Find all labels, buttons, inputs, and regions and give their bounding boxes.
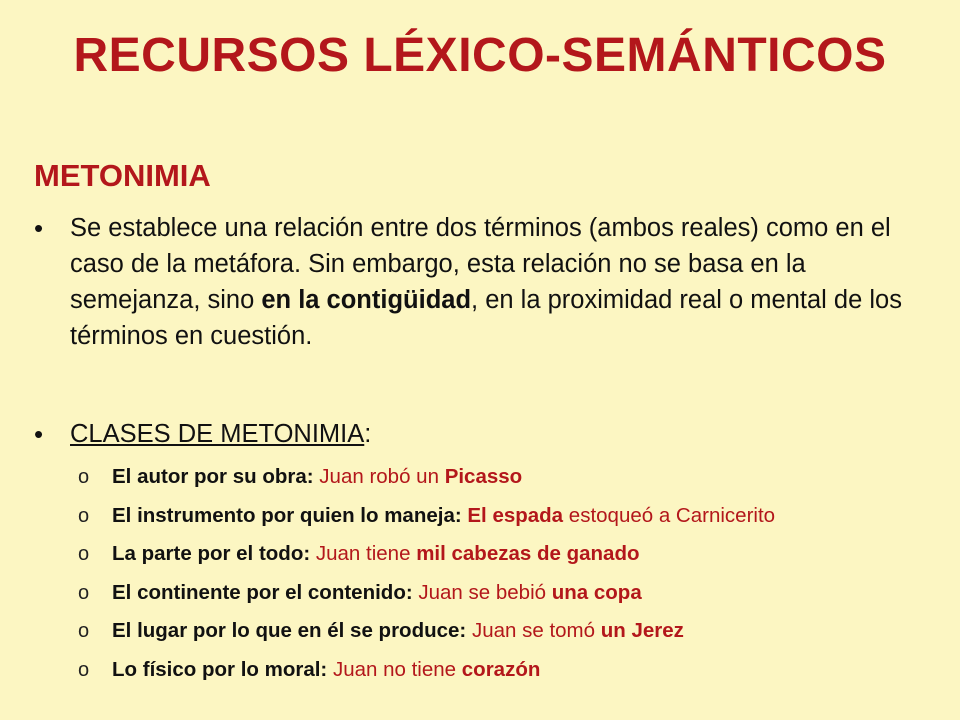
example-text: Juan se tomó [466, 619, 601, 643]
list-item [78, 574, 958, 613]
circle-bullet-icon: o [78, 620, 90, 643]
example-text: Juan robó un [313, 465, 445, 489]
definition-text: Se establece una relación entre dos términos (ambos reales) como en el caso de la metáfora. Sin embargo, esta relación no se basa en la semejanza, sino [70, 214, 891, 314]
metonymy-classes-list [78, 458, 958, 689]
definition-emphasis: en la contigüidad [261, 286, 472, 314]
list-item [78, 497, 958, 536]
classes-heading-colon: : [364, 420, 372, 448]
class-label: El autor por su obra: [112, 465, 314, 489]
bullet-icon: • [34, 419, 44, 449]
example-highlight: Picasso [444, 465, 523, 489]
classes-heading-text: CLASES DE METONIMIA [70, 420, 365, 448]
example-highlight: un Jerez [600, 619, 684, 643]
example-highlight: una copa [551, 580, 642, 604]
list-item [78, 612, 958, 651]
circle-bullet-icon: o [78, 504, 90, 527]
example-text: Juan no tiene [327, 657, 462, 681]
definition-text-end: , en la proximidad real o mental de los términos en cuestión. [70, 286, 902, 350]
class-label: La parte por el todo: [112, 542, 311, 566]
circle-bullet-icon: o [78, 581, 90, 604]
section-heading: METONIMIA [34, 158, 211, 193]
circle-bullet-icon: o [78, 466, 90, 489]
example-text: Juan tiene [310, 542, 417, 566]
class-label: El lugar por lo que en él se produce: [112, 619, 467, 643]
list-item [78, 651, 958, 690]
example-text-end: estoqueó a Carnicerito [563, 503, 776, 527]
definition-paragraph [70, 210, 930, 354]
circle-bullet-icon: o [78, 543, 90, 566]
class-label: El continente por el contenido: [112, 580, 413, 604]
circle-bullet-icon: o [78, 658, 90, 681]
class-label: Lo físico por lo moral: [112, 657, 328, 681]
classes-heading [70, 416, 930, 452]
slide-title: RECURSOS LÉXICO-SEMÁNTICOS [73, 29, 887, 82]
list-item [78, 458, 958, 497]
bullet-icon: • [34, 213, 44, 243]
example-highlight: El espada [467, 503, 564, 527]
example-highlight: mil cabezas de ganado [416, 542, 640, 566]
example-text: Juan se bebió [412, 580, 552, 604]
example-highlight: corazón [461, 657, 541, 681]
class-label: El instrumento por quien lo maneja: [112, 503, 462, 527]
list-item [78, 535, 958, 574]
